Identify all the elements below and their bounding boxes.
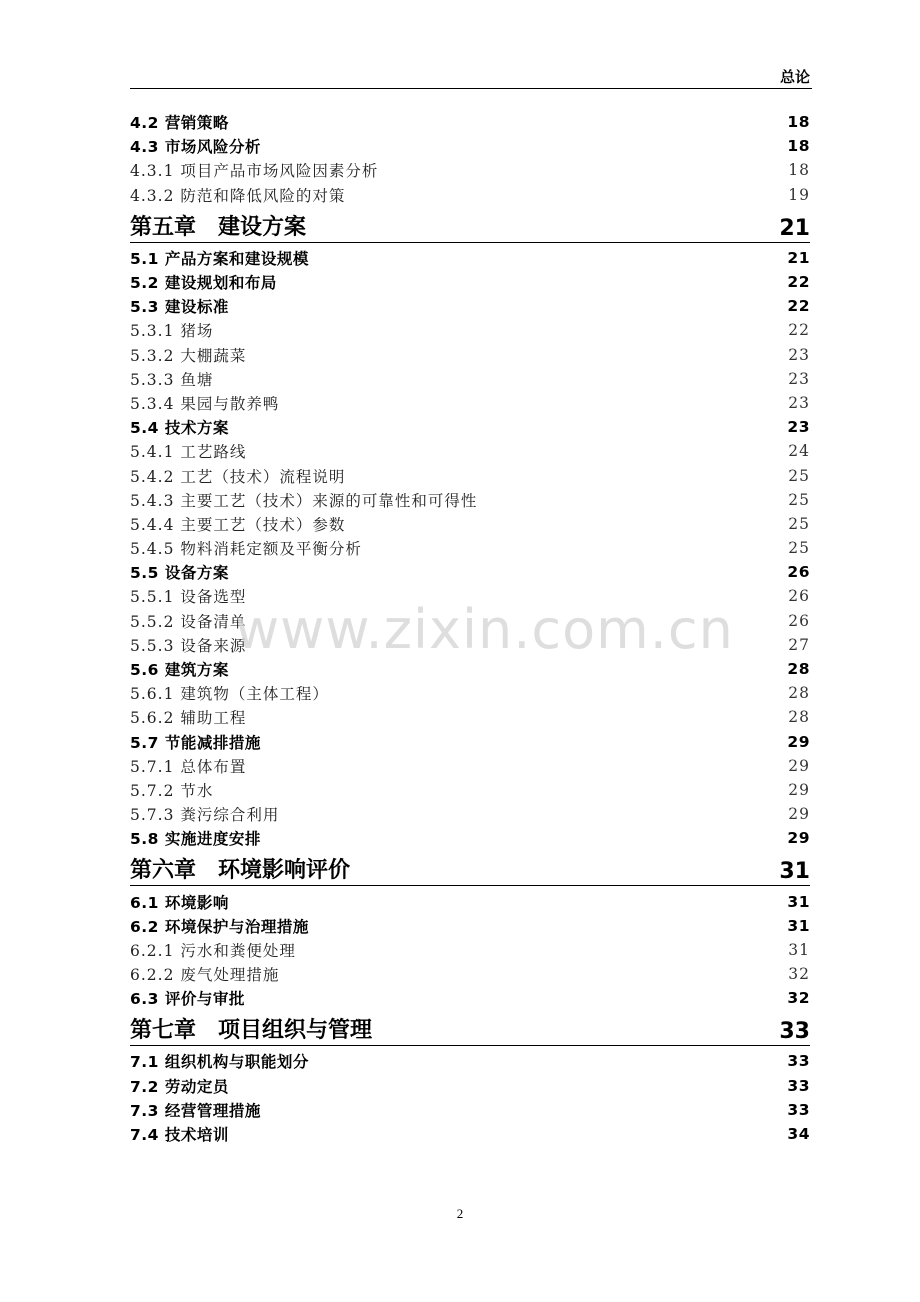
toc-entry[interactable] xyxy=(130,134,810,158)
toc-entry-page: 29 xyxy=(788,756,810,775)
toc-entry[interactable] xyxy=(130,270,810,294)
toc-entry[interactable] xyxy=(130,826,810,850)
toc-entry-page: 33 xyxy=(787,1100,810,1119)
toc-entry[interactable] xyxy=(130,343,810,367)
toc-entry-title: 5.6.1 建筑物（主体工程） xyxy=(130,685,329,704)
toc-entry-title: 5.6 建筑方案 xyxy=(130,661,229,680)
toc-entry-page: 25 xyxy=(788,466,810,485)
toc-entry-title: 5.3 建设标准 xyxy=(130,298,229,317)
toc-entry-page: 33 xyxy=(787,1052,810,1071)
toc-entry-title: 5.4.4 主要工艺（技术）参数 xyxy=(130,515,346,534)
toc-entry[interactable] xyxy=(130,938,810,962)
toc-entry-page: 32 xyxy=(787,989,810,1008)
toc-entry[interactable] xyxy=(130,110,810,134)
toc-entry-title: 5.3.1 猪场 xyxy=(130,322,214,341)
toc-entry-page: 26 xyxy=(787,563,810,582)
toc-entry-page: 19 xyxy=(788,185,810,204)
toc-entry-page: 28 xyxy=(788,684,810,703)
toc-entry-page: 23 xyxy=(788,369,810,388)
toc-entry-title: 5.5 设备方案 xyxy=(130,564,229,583)
toc-entry[interactable] xyxy=(130,415,810,439)
toc-entry-title: 4.2 营销策略 xyxy=(130,114,229,133)
toc-entry-page: 27 xyxy=(788,635,810,654)
toc-entry-title: 7.1 组织机构与职能划分 xyxy=(130,1053,309,1072)
toc-entry-title: 5.4 技术方案 xyxy=(130,419,229,438)
toc-entry-page: 18 xyxy=(787,137,810,156)
toc-entry[interactable] xyxy=(130,367,810,391)
toc-entry-page: 25 xyxy=(788,514,810,533)
toc-entry-title: 5.5.1 设备选型 xyxy=(130,588,247,607)
toc-entry-title: 5.4.5 物料消耗定额及平衡分析 xyxy=(130,540,362,559)
toc-entry[interactable] xyxy=(130,962,810,986)
toc-entry[interactable] xyxy=(130,681,810,705)
toc-entry-page: 25 xyxy=(788,539,810,558)
header-title: 总论 xyxy=(779,68,810,86)
toc-entry-title: 第六章 环境影响评价 xyxy=(130,858,351,884)
toc-entry[interactable] xyxy=(130,705,810,729)
toc-entry-title: 5.5.3 设备来源 xyxy=(130,636,247,655)
toc-entry[interactable] xyxy=(130,463,810,487)
toc-entry-page: 31 xyxy=(779,859,810,885)
toc-entry-title: 5.3.3 鱼塘 xyxy=(130,370,214,389)
toc-entry[interactable] xyxy=(130,1098,810,1122)
toc-entry[interactable] xyxy=(130,778,810,802)
toc-entry-page: 29 xyxy=(787,829,810,848)
toc-chapter-entry[interactable] xyxy=(130,857,810,886)
toc-entry-page: 23 xyxy=(788,345,810,364)
toc-entry-page: 24 xyxy=(788,442,810,461)
toc-entry-title: 6.2.2 废气处理措施 xyxy=(130,966,280,985)
toc-entry-page: 18 xyxy=(787,113,810,132)
toc-entry-title: 7.2 劳动定员 xyxy=(130,1077,229,1096)
toc-entry[interactable] xyxy=(130,889,810,913)
toc-entry-page: 31 xyxy=(787,892,810,911)
toc-entry-page: 23 xyxy=(787,418,810,437)
toc-entry-title: 5.7.3 粪污综合利用 xyxy=(130,806,280,825)
toc-chapter-entry[interactable] xyxy=(130,214,810,243)
toc-entry-title: 5.5.2 设备清单 xyxy=(130,612,247,631)
toc-entry-page: 29 xyxy=(787,732,810,751)
toc-entry-title: 第七章 项目组织与管理 xyxy=(130,1018,373,1044)
toc-entry[interactable] xyxy=(130,1074,810,1098)
toc-entry-title: 7.3 经营管理措施 xyxy=(130,1101,261,1120)
toc-entry[interactable] xyxy=(130,536,810,560)
toc-entry-page: 26 xyxy=(788,587,810,606)
toc-entry[interactable] xyxy=(130,802,810,826)
toc-entry-title: 6.2.1 污水和粪便处理 xyxy=(130,941,296,960)
toc-entry-page: 21 xyxy=(787,248,810,267)
toc-entry[interactable] xyxy=(130,294,810,318)
toc-entry[interactable] xyxy=(130,914,810,938)
watermark: www.zixin.com.cn xyxy=(235,598,734,661)
toc-entry-title: 5.7.1 总体布置 xyxy=(130,757,247,776)
toc-entry-title: 5.4.2 工艺（技术）流程说明 xyxy=(130,467,346,486)
toc-chapter-entry[interactable] xyxy=(130,1017,810,1046)
toc-entry-page: 22 xyxy=(787,273,810,292)
toc-entry-title: 5.4.1 工艺路线 xyxy=(130,443,247,462)
toc-entry[interactable] xyxy=(130,183,810,207)
page-header xyxy=(130,64,812,89)
toc-entry-page: 29 xyxy=(788,805,810,824)
toc-entry-title: 5.7.2 节水 xyxy=(130,781,214,800)
toc-entry-title: 5.1 产品方案和建设规模 xyxy=(130,249,309,268)
toc-entry-page: 23 xyxy=(788,393,810,412)
toc-entry[interactable] xyxy=(130,246,810,270)
toc-entry-page: 33 xyxy=(787,1076,810,1095)
toc-entry-page: 28 xyxy=(788,708,810,727)
toc-entry-page: 25 xyxy=(788,490,810,509)
toc-entry-title: 4.3.1 项目产品市场风险因素分析 xyxy=(130,162,379,181)
toc-entry-page: 28 xyxy=(787,660,810,679)
toc-entry-title: 7.4 技术培训 xyxy=(130,1126,229,1145)
toc-entry-title: 5.3.2 大棚蔬菜 xyxy=(130,346,247,365)
toc-entry[interactable] xyxy=(130,512,810,536)
toc-entry[interactable] xyxy=(130,1049,810,1073)
toc-entry-page: 22 xyxy=(788,321,810,340)
toc-entry-title: 6.3 评价与审批 xyxy=(130,990,245,1009)
toc-entry-page: 29 xyxy=(788,780,810,799)
page-number: 2 xyxy=(456,1206,464,1221)
toc-entry-title: 第五章 建设方案 xyxy=(130,214,307,240)
toc-entry-title: 5.4.3 主要工艺（技术）来源的可靠性和可得性 xyxy=(130,491,478,510)
toc-entry-page: 22 xyxy=(787,297,810,316)
toc-entry-page: 26 xyxy=(788,611,810,630)
toc-entry-title: 5.8 实施进度安排 xyxy=(130,830,261,849)
toc-entry-title: 5.3.4 果园与散养鸭 xyxy=(130,394,280,413)
toc-entry-page: 31 xyxy=(787,916,810,935)
toc-entry[interactable] xyxy=(130,754,810,778)
toc-entry[interactable] xyxy=(130,488,810,512)
toc-entry-title: 4.3 市场风险分析 xyxy=(130,138,261,157)
toc-entry-page: 32 xyxy=(788,965,810,984)
toc-entry-title: 5.6.2 辅助工程 xyxy=(130,709,247,728)
toc-entry-page: 31 xyxy=(788,940,810,959)
toc-entry[interactable] xyxy=(130,560,810,584)
toc-entry[interactable] xyxy=(130,158,810,182)
toc-entry[interactable] xyxy=(130,318,810,342)
toc-entry-title: 6.1 环境影响 xyxy=(130,893,229,912)
toc-entry-title: 4.3.2 防范和降低风险的对策 xyxy=(130,186,346,205)
toc-entry-title: 5.7 节能减排措施 xyxy=(130,733,261,752)
toc-entry-title: 6.2 环境保护与治理措施 xyxy=(130,917,309,936)
toc-entry-title: 5.2 建设规划和布局 xyxy=(130,274,277,293)
toc-entry-page: 34 xyxy=(787,1125,810,1144)
toc-entry[interactable] xyxy=(130,986,810,1010)
toc-entry[interactable] xyxy=(130,439,810,463)
toc-entry[interactable] xyxy=(130,1122,810,1146)
toc-entry-page: 21 xyxy=(779,215,810,241)
toc-entry[interactable] xyxy=(130,730,810,754)
toc-entry-page: 18 xyxy=(788,161,810,180)
toc-entry[interactable] xyxy=(130,391,810,415)
toc-entry-page: 33 xyxy=(779,1019,810,1045)
